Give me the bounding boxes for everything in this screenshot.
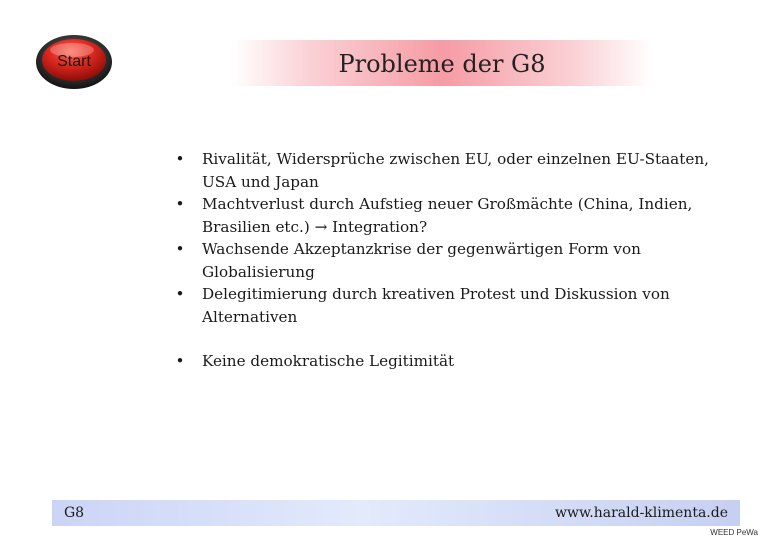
- bullet-dot: •: [175, 352, 185, 370]
- bullet-text: Rivalität, Widersprüche zwischen EU, oder einzelnen EU-Staaten, USA und Japan: [202, 150, 709, 191]
- start-button-graphic: [34, 32, 114, 90]
- bullet-item: [172, 350, 742, 373]
- bullet-dot: •: [175, 240, 185, 258]
- bullet-item: [172, 283, 742, 328]
- bullet-text: Keine demokratische Legitimität: [202, 352, 455, 370]
- bullet-text: Wachsende Akzeptanzkrise der gegenwärtigen Form von Globalisierung: [202, 240, 641, 281]
- slide-title: Probleme der G8: [338, 50, 546, 78]
- start-button-label: Start: [57, 53, 91, 70]
- bullet-text: Machtverlust durch Aufstieg neuer Großmächte (China, Indien, Brasilien etc.) → Integration?: [202, 195, 693, 236]
- bullet-dot: •: [175, 195, 185, 213]
- footer-credit: WEED PeWa: [710, 528, 758, 537]
- bullet-list: [172, 148, 742, 373]
- bullet-dot: •: [175, 285, 185, 303]
- footer-topic: G8: [64, 505, 85, 521]
- start-button[interactable]: [34, 32, 114, 90]
- bullet-text: Delegitimierung durch kreativen Protest und Diskussion von Alternativen: [202, 285, 670, 326]
- bullet-item: [172, 148, 742, 193]
- footer-website[interactable]: www.harald-klimenta.de: [555, 505, 728, 521]
- bullet-item: [172, 238, 742, 283]
- bullet-item: [172, 193, 742, 238]
- bullet-dot: •: [175, 150, 185, 168]
